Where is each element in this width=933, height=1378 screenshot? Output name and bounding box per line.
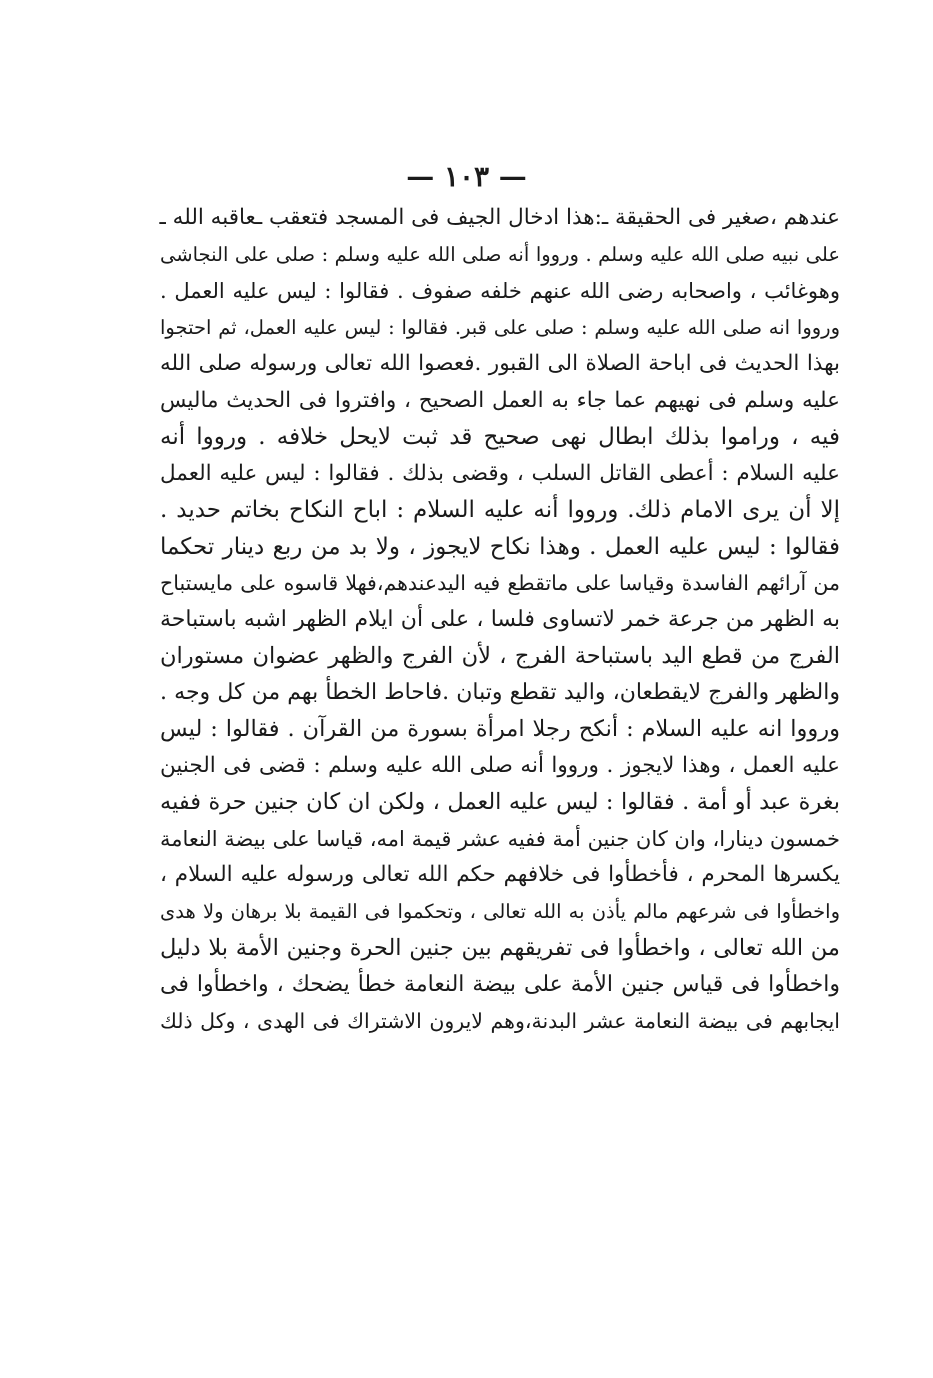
text-line: واخطأوا فى شرعهم مالم يأذن به الله تعالى ، وتحكموا فى القيمة بلا برهان ولا هدى (160, 899, 840, 923)
text-line: ورووا انه عليه السلام : أنكح رجلا امرأة بسورة من القرآن . فقالوا : ليس (160, 716, 840, 742)
text-line: بغرة عبد أو أمة . فقالوا : ليس عليه العمل ، ولكن ان كان جنين حرة ففيه (160, 789, 840, 815)
text-line: ايجابهم فى بيضة النعامة عشر البدنة،وهم لايرون الاشتراك فى الهدى ، وكل ذلك (160, 1009, 840, 1033)
text-line: فيه ، وراموا بذلك ابطال نهى صحيح قد ثبت لايحل خلافه . ورووا أنه (160, 424, 840, 450)
text-line: وهوغائب ، واصحابه رضى الله عنهم خلفه صفوف . فقالوا : ليس عليه العمل . (160, 279, 840, 303)
text-line: إلا أن يرى الامام ذلك. ورووا أنه عليه السلام : اباح النكاح بخاتم حديد . (160, 497, 840, 523)
text-line: من الله تعالى ، واخطأوا فى تفريقهم بين جنين الحرة وجنين الأمة بلا دليل (160, 935, 840, 961)
text-line: ورووا انه صلى الله عليه وسلم : صلى على قبر. فقالوا : ليس عليه العمل، ثم احتجوا (160, 315, 840, 339)
page-number: — ١٠٣ — (406, 160, 527, 193)
text-line: بهذا الحديث فى اباحة الصلاة الى القبور .فعصوا الله تعالى ورسوله صلى الله (160, 351, 840, 376)
text-line: يكسرها المحرم ، فأخطأوا فى خلافهم حكم الله تعالى ورسوله عليه السلام ، (160, 862, 840, 887)
text-line: عليه السلام : أعطى القاتل السلب ، وقضى بذلك . فقالوا : ليس عليه العمل (160, 460, 840, 486)
text-line: خمسون دينارا، وان كان جنين أمة ففيه عشر قيمة امه، قياسا على بيضة النعامة (160, 826, 840, 851)
text-line: والظهر والفرج لايقطعان، واليد تقطع وتبان .فاحاط الخطأ بهم من كل وجه . (160, 679, 840, 705)
text-line: عليه وسلم فى نهيهم عما جاء به العمل الصحيح ، وافتروا فى الحديث ماليس (160, 387, 840, 413)
text-line: فقالوا : ليس عليه العمل . وهذا نكاح لايجوز ، ولا بد من ربع دينار تحكما (160, 533, 840, 560)
text-line: واخطأوا فى قياس جنين الأمة على بيضة النعامة خطأ يضحك ، واخطأوا فى (160, 971, 840, 997)
text-line: على نبيه صلى الله عليه وسلم . ورووا أنه صلى الله عليه وسلم : صلى على النجاشى (160, 242, 840, 266)
text-line: من آرائهم الفاسدة وقياسا على ماتقطع فيه اليدعندهم،فهلا قاسوه على مايستباح (160, 571, 840, 595)
text-line: به الظهر من جرعة خمر لاتساوى فلسا ، على أن ايلام الظهر اشبه باستباحة (160, 606, 840, 632)
body-text (160, 200, 840, 1040)
text-line: عليه العمل ، وهذا لايجوز . ورووا أنه صلى الله عليه وسلم : قضى فى الجنين (160, 752, 840, 778)
text-line: الفرج من قطع اليد باستباحة الفرج ، لأن الفرج والظهر عضوان مستوران (160, 643, 840, 669)
text-line: عندهم ،صغير فى الحقيقة ـ:هذا ادخال الجيف فى المسجد فتعقب ـعاقبه الله ـ (159, 205, 840, 230)
